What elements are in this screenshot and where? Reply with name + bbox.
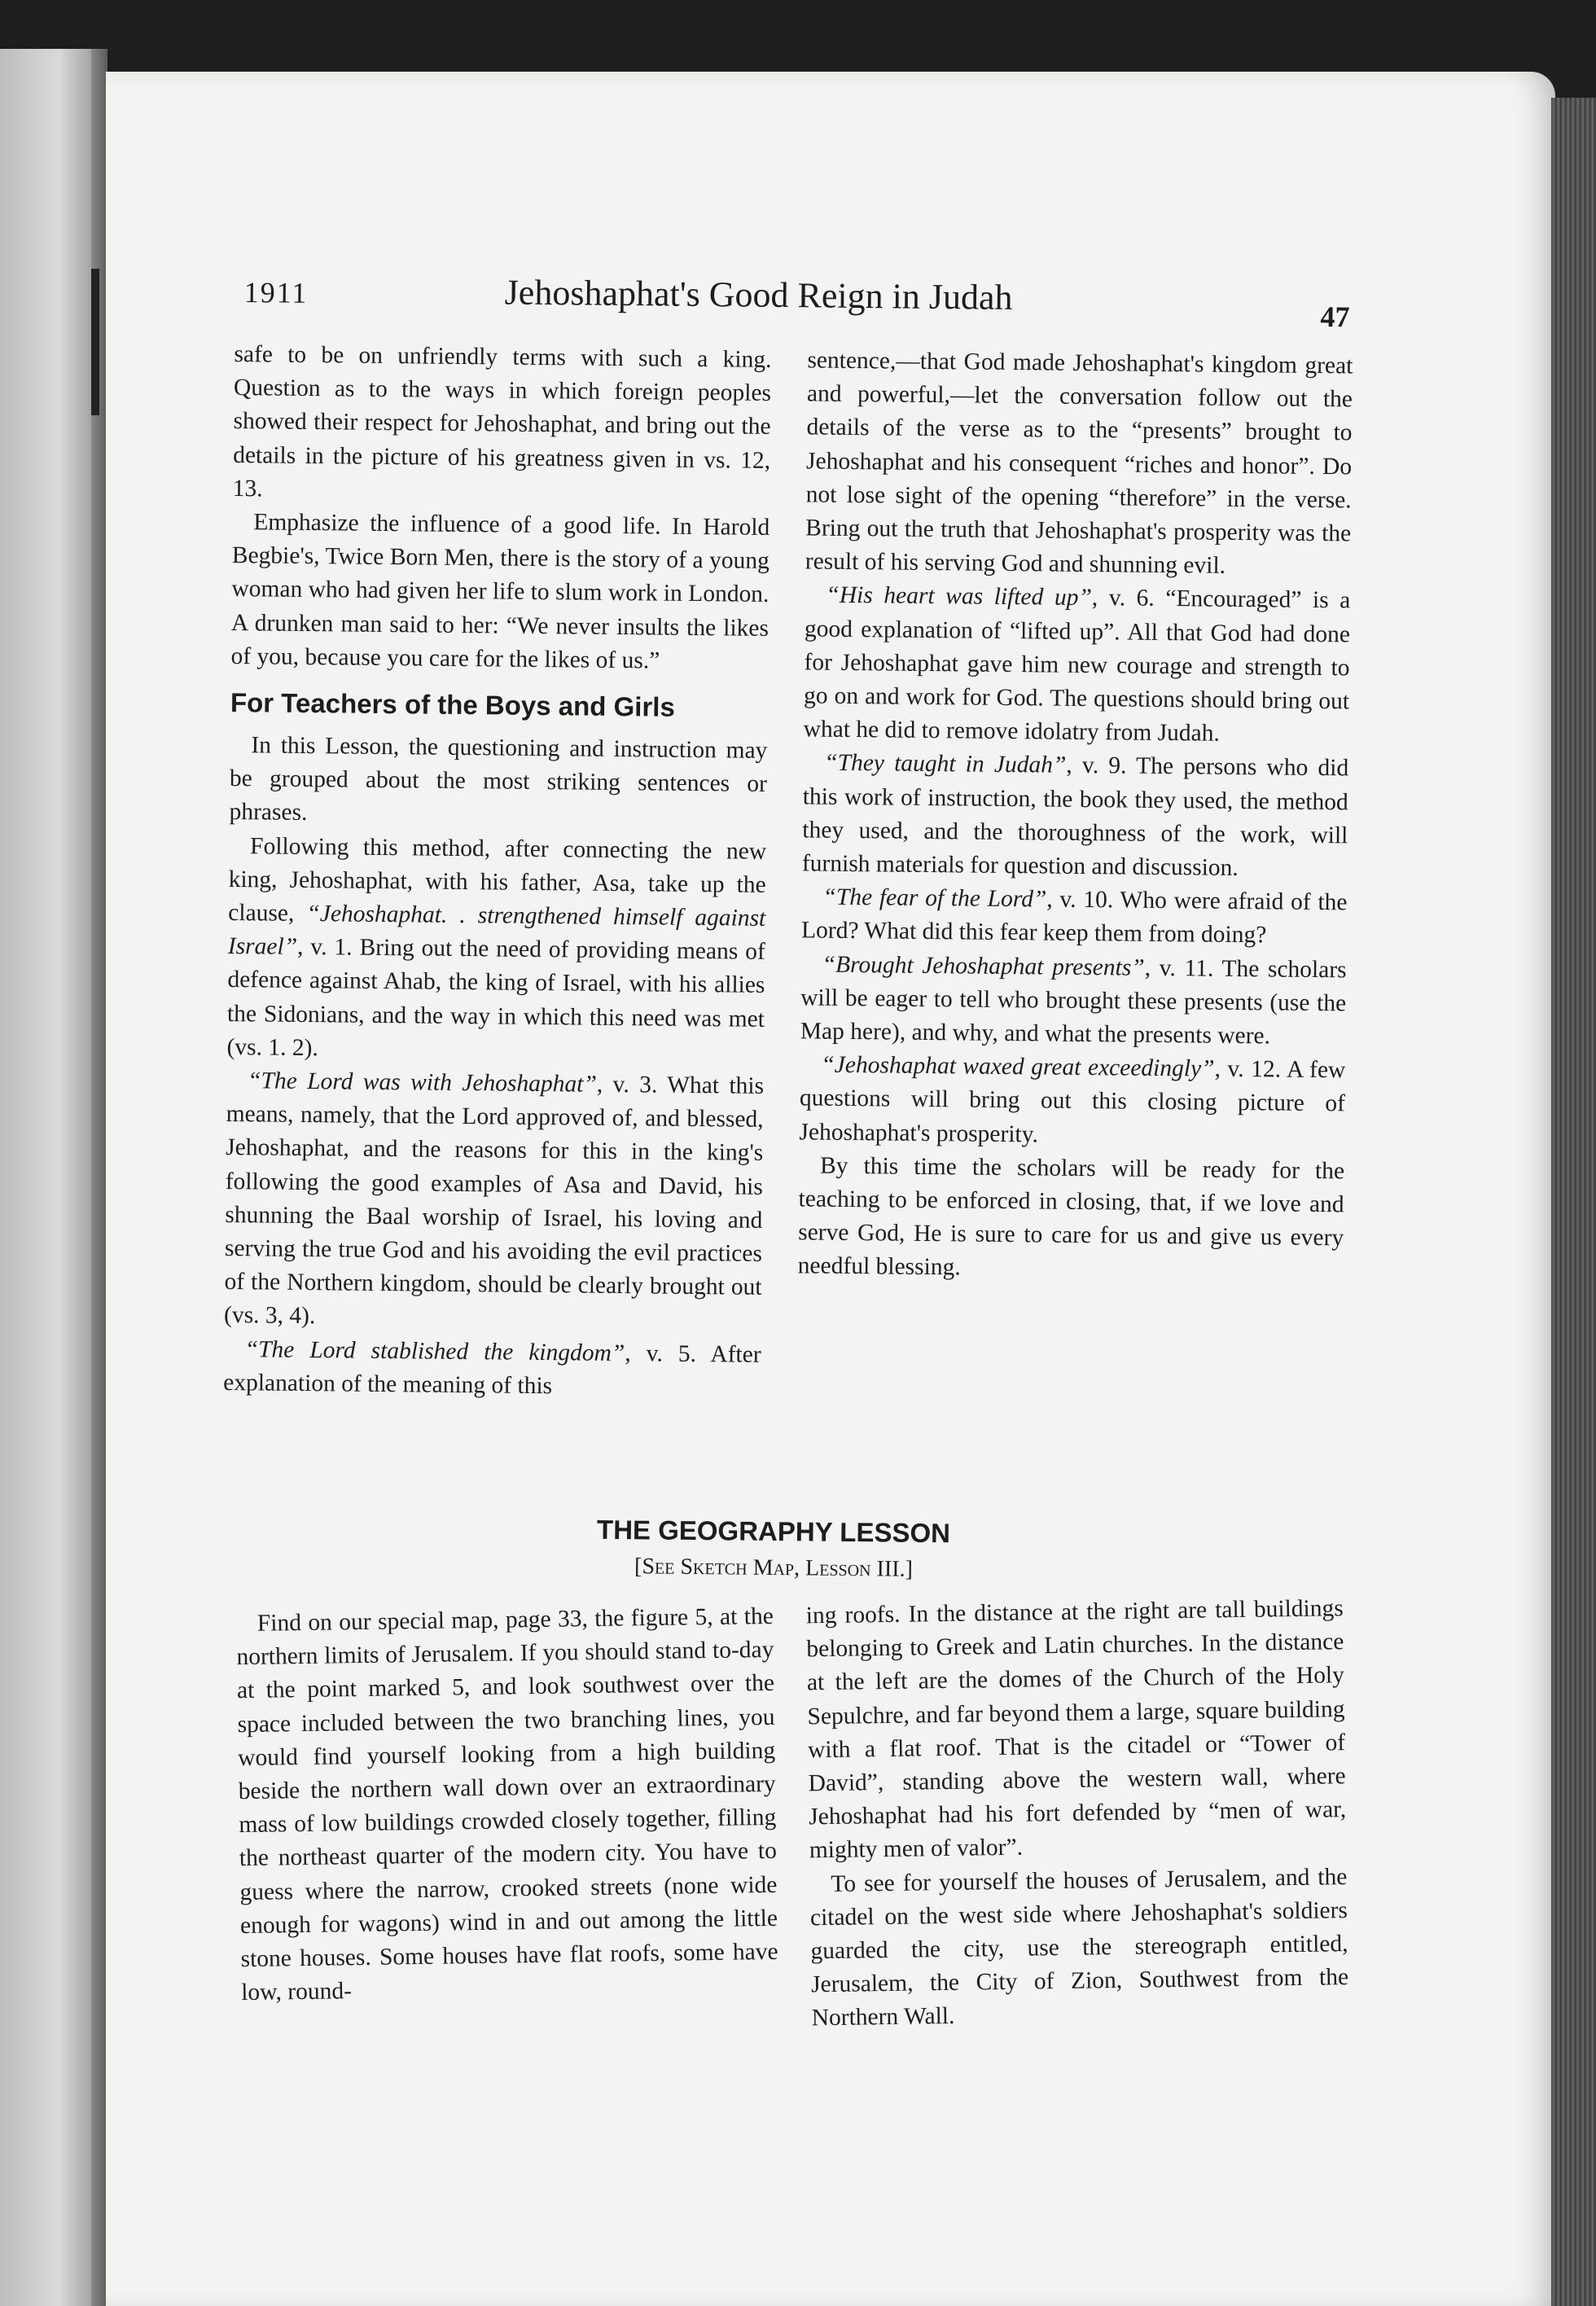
geography-right-column <box>806 1592 1349 2036</box>
quoted-clause: “The Lord stablished the kingdom” <box>244 1335 625 1366</box>
text-run: , v. 5. After explanation of the meaning of this <box>223 1339 761 1400</box>
header-year: 1911 <box>243 275 309 309</box>
section-heading: For Teachers of the Boys and Girls <box>230 687 676 722</box>
quoted-clause: “His heart was lifted up” <box>826 582 1093 612</box>
paragraph: safe to be on unfriendly terms with such a king. Question as to the ways in which foreign peoples showed their respect for Jehoshaphat, and bring out the details in the picture of his greatness given in vs. 12, 13. <box>232 341 772 502</box>
quoted-clause: “Jehoshaphat waxed great exceedingly” <box>821 1051 1215 1082</box>
quoted-clause: “Jehoshaphat. . strengthened himself against Israel” <box>227 901 766 961</box>
page-stack-edge <box>1551 98 1596 2306</box>
paragraph <box>223 1333 761 1405</box>
paragraph <box>802 747 1349 887</box>
paragraph: Emphasize the influence of a good life. In Harold Begbie's, Twice Born Men, there is the story of a young woman who had given her life to slum work in London. A drunken man said to her: “We never insults the likes of you, because you care for the likes of us.” <box>230 509 770 674</box>
running-header <box>243 269 1368 337</box>
text-run: , v. 1. Bring out the need of providing means of defence against Ahab, the king of Israel, with his allies the Sidonians, and the way in which this need was met (vs. 1. 2). <box>226 934 765 1062</box>
text-run: , v. 11. The scholars will be eager to tell who brought these presents (use the Map here), and why, and what the presents were. <box>800 954 1347 1050</box>
text-run: , v. 3. What this means, namely, that the Lord approved of, and blessed, Jehoshaphat, and the reasons for this in the king's following the good examples of Asa and David, his shunning the Baal worship of Israel, his loving and serving the true God and his avoiding the evil practices of the Northern kingdom, should be clearly brought out (vs. 3, 4). <box>223 1071 765 1330</box>
paragraph: sentence,—that God made Jehoshaphat's kingdom great and powerful,—let the conversation follow out the details of the verse as to the “presents” brought to Jehoshaphat and his consequent “riches and honor”. Do not lose sight of the opening “therefore” in the verse. Bring out the truth that Jehoshaphat's prosperity was the result of his serving God and shunning evil. <box>805 347 1353 580</box>
running-title: Jehoshaphat's Good Reign in Judah <box>504 272 1013 318</box>
text-run: , v. 10. Who were afraid of the Lord? What did this fear keep them from doing? <box>800 886 1348 949</box>
geography-reference: [See Sketch Map, Lesson III.] <box>634 1554 914 1582</box>
text-run: , v. 9. The persons who did this work of instruction, the book they used, the method they used, and the thoroughness of the work, will furnish materials for question and discussion. <box>801 752 1349 882</box>
quoted-clause: “The Lord was with Jehoshaphat” <box>247 1068 598 1098</box>
text-run: , v. 6. “Encouraged” is a good explanation of “lifted up”. All that God had done for Jehoshaphat gave him new courage and strength to go on and work for God. The questions should bring out what he did to remove idolatry from Judah. <box>803 585 1351 747</box>
paragraph: By this time the scholars will be ready for the teaching to be enforced in closing, that, if we love and serve God, He is sure to care for us and give us every needful blessing. <box>797 1152 1345 1281</box>
page-number: 47 <box>1320 300 1350 334</box>
paragraph <box>226 830 766 1070</box>
paragraph <box>801 881 1348 954</box>
paragraph <box>803 579 1350 752</box>
paragraph: To see for yourself the houses of Jerusalem, and the citadel on the west side where Jehoshaphat's soldiers guarded the city, use the stereograph entitled, Jerusalem, the City of Zion, Southwest from the Northern Wall. <box>809 1863 1349 2032</box>
left-page-margin <box>0 49 98 2306</box>
right-column <box>798 344 1353 1289</box>
paragraph <box>799 1049 1345 1155</box>
paragraph <box>800 948 1347 1054</box>
geography-heading: THE GEOGRAPHY LESSON <box>596 1514 951 1549</box>
paragraph: ing roofs. In the distance at the right are tall buildings belonging to Greek and Latin churches. In the distance at the left are the domes of the Church of the Holy Sepulchre, and far beyond them a large, square building with a flat roof. That is the citadel or “Tower of David”, standing above the western wall, where Jehoshaphat had his fort defended by “men of war, mighty men of valor”. <box>805 1595 1347 1864</box>
quoted-clause: “The fear of the Lord” <box>822 883 1047 913</box>
paragraph: In this Lesson, the questioning and instruction may be grouped about the most striking sentences or phrases. <box>229 732 768 826</box>
left-column <box>223 338 772 1405</box>
text-run: , v. 12. A few questions will bring out this closing picture of Jehoshaphat's prosperity. <box>799 1055 1346 1148</box>
paragraph <box>224 1064 764 1339</box>
paragraph: Find on our special map, page 33, the figure 5, at the northern limits of Jerusalem. If you should stand to-day at the point marked 5, and look southwest over the space included between the two branching lines, you would find yourself looking from a high building beside the northern wall down over an extraordinary mass of low buildings crowded closely together, filling the northeast quarter of the modern city. You have to guess where the narrow, crooked streets (none wide enough for wagons) wind in and out among the little stone houses. Some houses have flat roofs, some have low, round- <box>236 1602 778 2006</box>
geography-left-column <box>236 1600 779 2010</box>
quoted-clause: “They taught in Judah” <box>824 750 1067 779</box>
quoted-clause: “Brought Jehoshaphat presents” <box>822 951 1145 981</box>
binding-mark <box>91 269 99 415</box>
text-run: Following this method, after connecting the new king, Jehoshaphat, with his father, Asa, take up the clause, <box>228 832 767 927</box>
